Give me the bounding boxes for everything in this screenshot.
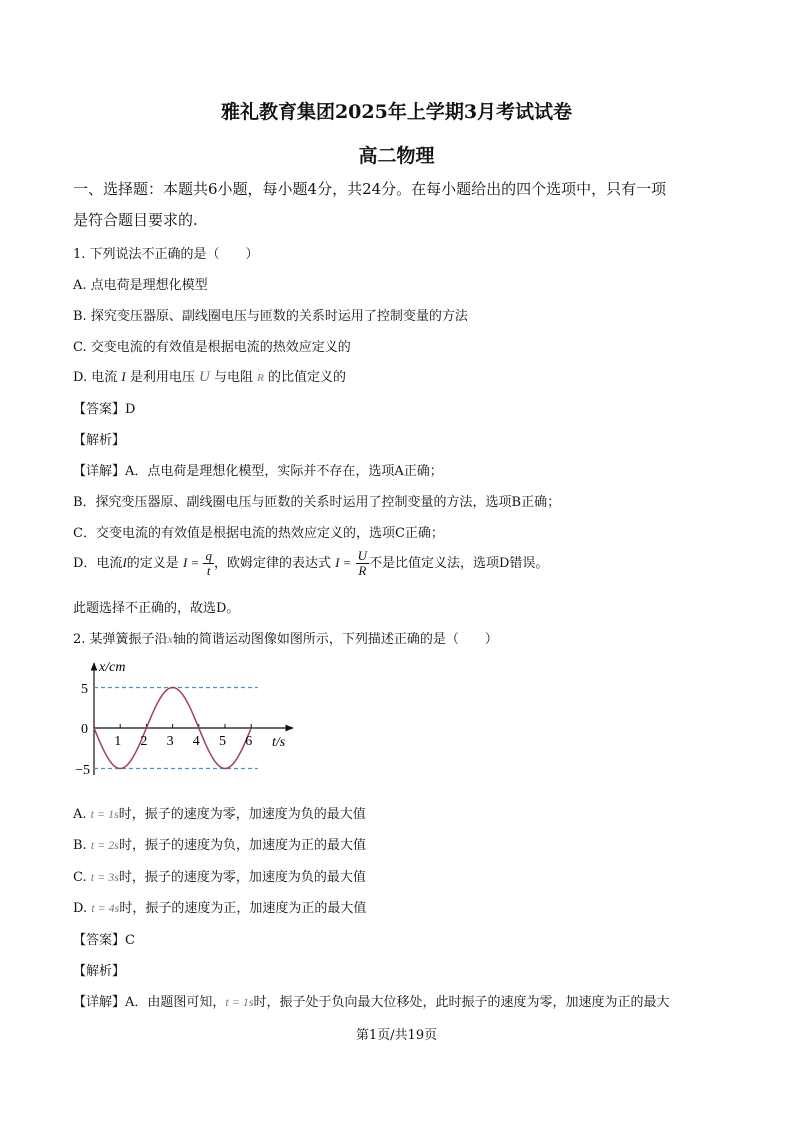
section-heading: 一、选择题：本题共6小题，每小题4分，共24分。在每小题给出的四个选项中，只有一项 bbox=[73, 180, 667, 198]
q1-eq2-denominator: R bbox=[358, 563, 367, 578]
q2-option-b-time: t = 2s bbox=[90, 838, 119, 852]
q2-option-d-post: 时，振子的速度为正，加速度为正的最大值 bbox=[119, 901, 367, 916]
q2-detail-pre: 【详解】A．由题图可知， bbox=[73, 995, 226, 1010]
graph-ytick-neg5: −5 bbox=[75, 763, 90, 778]
q1-detail-d-pre: D．电流 bbox=[73, 556, 123, 571]
graph-y-label: x/cm bbox=[99, 660, 126, 675]
q2-option-a-pre: A. bbox=[73, 807, 87, 822]
q2-option-d-time: t = 4s bbox=[91, 901, 120, 915]
q2-detail bbox=[73, 991, 670, 1010]
q1-eq2-numerator: U bbox=[357, 548, 367, 563]
q1-detail-d-mid2: ，欧姆定律的表达式 bbox=[213, 556, 331, 571]
x-tick-label: 4 bbox=[192, 734, 200, 749]
q2-stem-axis-x: x bbox=[167, 632, 173, 646]
q1-stem: 1. 下列说法不正确的是（ ） bbox=[73, 247, 259, 262]
q1-option-d bbox=[73, 366, 346, 386]
graph-x-tick-labels bbox=[114, 734, 252, 749]
x-tick-label: 5 bbox=[219, 734, 226, 749]
graph-ytick-0: 0 bbox=[81, 722, 88, 737]
q1-option-d-pre: D. 电流 bbox=[73, 370, 118, 385]
q2-option-a-post: 时，振子的速度为零，加速度为负的最大值 bbox=[118, 807, 366, 822]
q2-option-b bbox=[73, 834, 366, 853]
exam-title: 雅礼教育集团2025年上学期3月考试试卷 bbox=[220, 101, 573, 123]
x-tick-label: 1 bbox=[114, 734, 122, 749]
q1-option-b: B. 探究变压器原、副线圈电压与匝数的关系时运用了控制变量的方法 bbox=[73, 309, 468, 324]
q1-detail-d bbox=[73, 549, 548, 578]
q1-detail-c: C．交变电流的有效值是根据电流的热效应定义的，选项C正确； bbox=[73, 526, 444, 541]
q1-option-a: A. 点电荷是理想化模型 bbox=[73, 278, 208, 293]
q1-eq1-denominator: t bbox=[206, 563, 211, 578]
q1-detail-d-mid1: 的定义是 bbox=[126, 556, 179, 571]
q1-option-d-symbol-i: I bbox=[121, 369, 126, 384]
q2-option-a bbox=[73, 803, 366, 822]
section-heading-cont: 是符合题目要求的. bbox=[73, 211, 198, 229]
graph-ytick-5: 5 bbox=[81, 682, 88, 697]
q2-option-c bbox=[73, 866, 366, 885]
shm-graph bbox=[75, 655, 300, 785]
q2-detail-time: t = 1s bbox=[225, 995, 254, 1009]
q2-option-c-post: 时，振子的速度为零，加速度为负的最大值 bbox=[118, 870, 366, 885]
x-tick-label: 6 bbox=[245, 734, 253, 749]
q2-detail-post: 时，振子处于负向最大位移处，此时振子的速度为零，加速度为正的最大 bbox=[253, 995, 670, 1010]
q2-option-c-time: t = 3s bbox=[90, 870, 119, 884]
q2-option-a-time: t = 1s bbox=[90, 807, 119, 821]
q2-option-d bbox=[73, 897, 366, 916]
q1-detail-a: 【详解】A．点电荷是理想化模型，实际并不存在，选项A正确； bbox=[73, 464, 443, 479]
subject-title: 高二物理 bbox=[358, 145, 435, 167]
q2-stem-pre: 2. 某弹簧振子沿 bbox=[73, 632, 168, 647]
q2-option-b-post: 时，振子的速度为负，加速度为正的最大值 bbox=[118, 838, 366, 853]
q2-analysis-label: 【解析】 bbox=[73, 964, 126, 979]
graph-x-label: t/s bbox=[272, 735, 286, 750]
q2-answer: 【答案】C bbox=[73, 933, 135, 948]
q1-eq2-lhs: I = bbox=[335, 555, 352, 570]
q1-option-d-post: 的比值定义的 bbox=[268, 370, 347, 385]
q1-eq1-fraction bbox=[203, 549, 214, 578]
q1-conclusion: 此题选择不正确的，故选D。 bbox=[73, 601, 240, 616]
q1-answer: 【答案】D bbox=[73, 402, 136, 417]
x-tick-label: 3 bbox=[166, 734, 174, 749]
q2-option-d-pre: D. bbox=[73, 901, 88, 916]
q1-eq1-numerator: q bbox=[205, 548, 212, 563]
q2-option-b-pre: B. bbox=[73, 838, 87, 853]
q2-option-c-pre: C. bbox=[73, 870, 87, 885]
q1-detail-b: B．探究变压器原、副线圈电压与匝数的关系时运用了控制变量的方法，选项B正确； bbox=[73, 495, 561, 510]
q2-stem bbox=[73, 628, 498, 647]
q1-option-c: C. 交变电流的有效值是根据电流的热效应定义的 bbox=[73, 340, 351, 355]
x-tick-label: 2 bbox=[140, 734, 148, 749]
q2-stem-post: 轴的简谐运动图像如图所示，下列描述正确的是（ ） bbox=[172, 632, 498, 647]
q1-option-d-mid1: 是利用电压 bbox=[129, 370, 195, 385]
q1-option-d-mid2: 与电阻 bbox=[214, 370, 254, 385]
q1-detail-d-post: 不是比值定义法，选项D错误。 bbox=[368, 556, 549, 571]
page-footer: 第1页/共19页 bbox=[355, 1028, 438, 1043]
q1-option-d-symbol-r: R bbox=[257, 372, 264, 384]
q1-analysis-label: 【解析】 bbox=[73, 433, 126, 448]
q1-eq2-fraction bbox=[356, 549, 369, 578]
q1-option-d-symbol-u: U bbox=[199, 369, 210, 385]
q1-eq1-lhs: I = bbox=[182, 555, 200, 570]
q1-detail-d-symbol-i: I bbox=[122, 555, 127, 570]
